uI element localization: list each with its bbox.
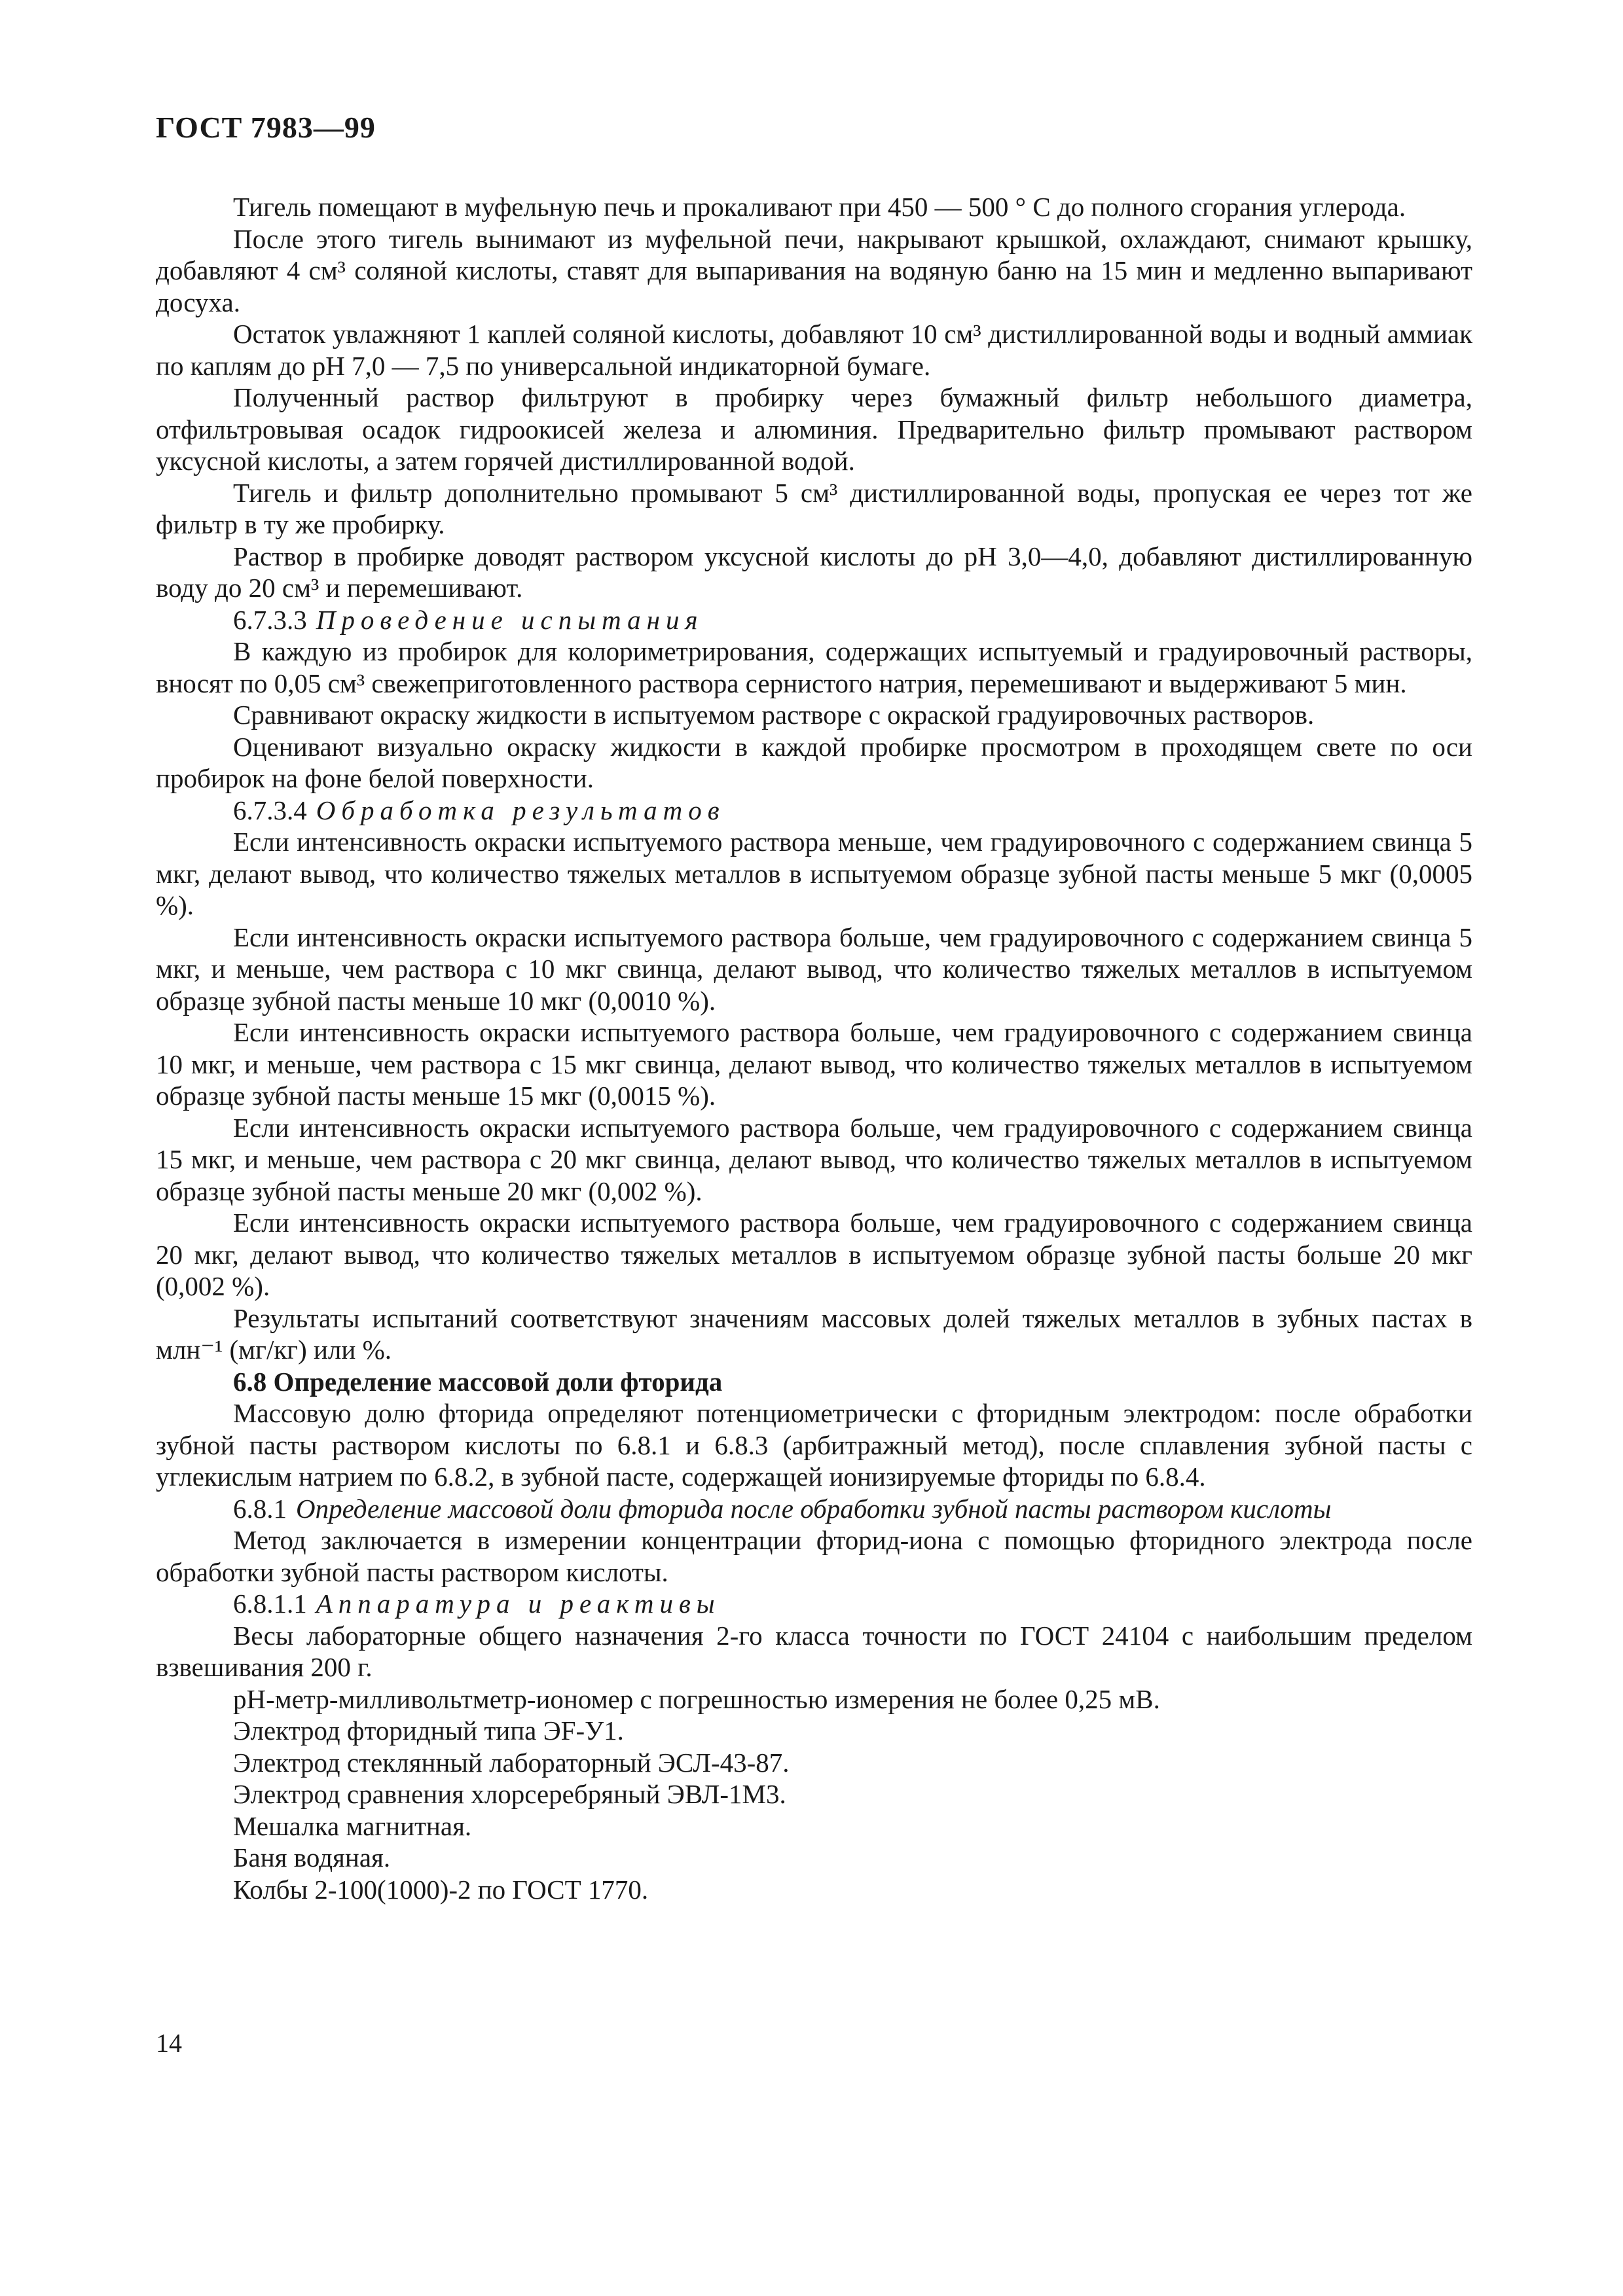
paragraph: Результаты испытаний соответствуют значениям массовых долей тяжелых металлов в зубных пастах в млн⁻¹ (мг/кг) или %. [156, 1302, 1472, 1365]
equipment-item: Колбы 2-100(1000)-2 по ГОСТ 1770. [233, 1874, 649, 1905]
paragraph: Сравнивают окраску жидкости в испытуемом растворе с окраской градуировочных растворов. [233, 700, 1315, 730]
standard-header: ГОСТ 7983—99 [156, 111, 376, 144]
section-number: 6.8 [233, 1366, 267, 1397]
paragraph: Полученный раствор фильтруют в пробирку через бумажный фильтр небольшого диаметра, отфильтровывая осадок гидроокисей железа и алюминия. Предварительно фильтр промывают раствором уксусной кислоты, а затем горячей дистиллированной водой. [156, 382, 1472, 476]
paragraph: Если интенсивность окраски испытуемого раствора больше, чем градуировочного с содержанием свинца 20 мкг, делают вывод, что количество тяжелых металлов в испытуемом образце зубной пасты больше 20 мкг (0,002 %). [156, 1208, 1472, 1301]
section-number: 6.7.3.3 [233, 604, 307, 635]
section-number: 6.7.3.4 [233, 795, 307, 825]
section-title: Проведение испытания [316, 604, 704, 635]
section-number: 6.8.1 [233, 1493, 287, 1524]
equipment-item: Мешалка магнитная. [233, 1810, 472, 1841]
paragraph: Тигель помещают в муфельную печь и прокаливают при 450 — 500 ° С до полного сгорания углерода. [233, 192, 1406, 222]
equipment-item: рН-метр-милливольтметр-иономер с погрешностью измерения не более 0,25 мВ. [233, 1683, 1160, 1714]
paragraph: В каждую из пробирок для колориметрирования, содержащих испытуемый и градуировочный растворы, вносят по 0,05 см³ свежеприготовленного раствора сернистого натрия, перемешивают и выдерживают 5 мин. [156, 636, 1472, 698]
equipment-item: Электрод стеклянный лабораторный ЭСЛ-43-87. [233, 1747, 790, 1778]
document-body [156, 191, 1472, 1905]
section-heading-6811 [156, 1588, 1472, 1620]
section-title: Определение массовой доли фторида [273, 1366, 723, 1397]
section-heading-68 [156, 1366, 1472, 1398]
paragraph: После этого тигель вынимают из муфельной печи, накрывают крышкой, охлаждают, снимают крышку, добавляют 4 см³ соляной кислоты, ставят для выпаривания на водяную баню на 15 мин и медленно выпаривают досуха. [156, 223, 1472, 317]
page-number: 14 [156, 2028, 182, 2058]
section-heading-681 [156, 1493, 1472, 1525]
section-heading-6734 [156, 795, 1472, 827]
paragraph: Если интенсивность окраски испытуемого раствора больше, чем градуировочного с содержанием свинца 10 мкг, и меньше, чем раствора с 15 мкг свинца, делают вывод, что количество тяжелых металлов в испытуемом образце зубной пасты меньше 15 мкг (0,0015 %). [156, 1017, 1472, 1111]
paragraph: Массовую долю фторида определяют потенциометрически с фторидным электродом: после обработки зубной пасты раствором кислоты по 6.8.1 и 6.8.3 (арбитражный метод), после сплавления зубной пасты с углекислым натрием по 6.8.2, в зубной пасте, содержащей ионизируемые фториды по 6.8.4. [156, 1398, 1472, 1492]
equipment-item: Электрод сравнения хлорсеребряный ЭВЛ-1М3. [233, 1779, 786, 1809]
paragraph: Метод заключается в измерении концентрации фторид-иона с помощью фторидного электрода после обработки зубной пасты раствором кислоты. [156, 1525, 1472, 1587]
paragraph: Весы лабораторные общего назначения 2-го класса точности по ГОСТ 24104 с наибольшим пределом взвешивания 200 г. [156, 1620, 1472, 1682]
paragraph: Если интенсивность окраски испытуемого раствора меньше, чем градуировочного с содержанием свинца 5 мкг, делают вывод, что количество тяжелых металлов в испытуемом образце зубной пасты меньше 5 мкг (0,0005 %). [156, 827, 1472, 920]
paragraph: Тигель и фильтр дополнительно промывают 5 см³ дистиллированной воды, пропуская ее через тот же фильтр в ту же пробирку. [156, 477, 1472, 539]
section-number: 6.8.1.1 [233, 1588, 307, 1619]
section-title: Определение массовой доли фторида после обработки зубной пасты раствором кислоты [296, 1493, 1332, 1524]
equipment-item: Баня водяная. [233, 1842, 391, 1873]
section-heading-6733 [156, 604, 1472, 636]
paragraph: Раствор в пробирке доводят раствором уксусной кислоты до рН 3,0—4,0, добавляют дистиллированную воду до 20 см³ и перемешивают. [156, 541, 1472, 603]
section-title: Аппаратура и реактивы [316, 1588, 721, 1619]
paragraph: Если интенсивность окраски испытуемого раствора больше, чем градуировочного с содержанием свинца 15 мкг, и меньше, чем раствора с 20 мкг свинца, делают вывод, что количество тяжелых металлов в испытуемом образце зубной пасты меньше 20 мкг (0,002 %). [156, 1112, 1472, 1206]
paragraph: Остаток увлажняют 1 каплей соляной кислоты, добавляют 10 см³ дистиллированной воды и водный аммиак по каплям до рН 7,0 — 7,5 по универсальной индикаторной бумаге. [156, 319, 1472, 381]
paragraph: Оценивают визуально окраску жидкости в каждой пробирке просмотром в проходящем свете по оси пробирок на фоне белой поверхности. [156, 731, 1472, 793]
equipment-item: Электрод фторидный типа ЭF-У1. [233, 1715, 624, 1746]
paragraph: Если интенсивность окраски испытуемого раствора больше, чем градуировочного с содержанием свинца 5 мкг, и меньше, чем раствора с 10 мкг свинца, делают вывод, что количество тяжелых металлов в испытуемом образце зубной пасты меньше 10 мкг (0,0010 %). [156, 922, 1472, 1016]
section-title: Обработка результатов [316, 795, 725, 825]
